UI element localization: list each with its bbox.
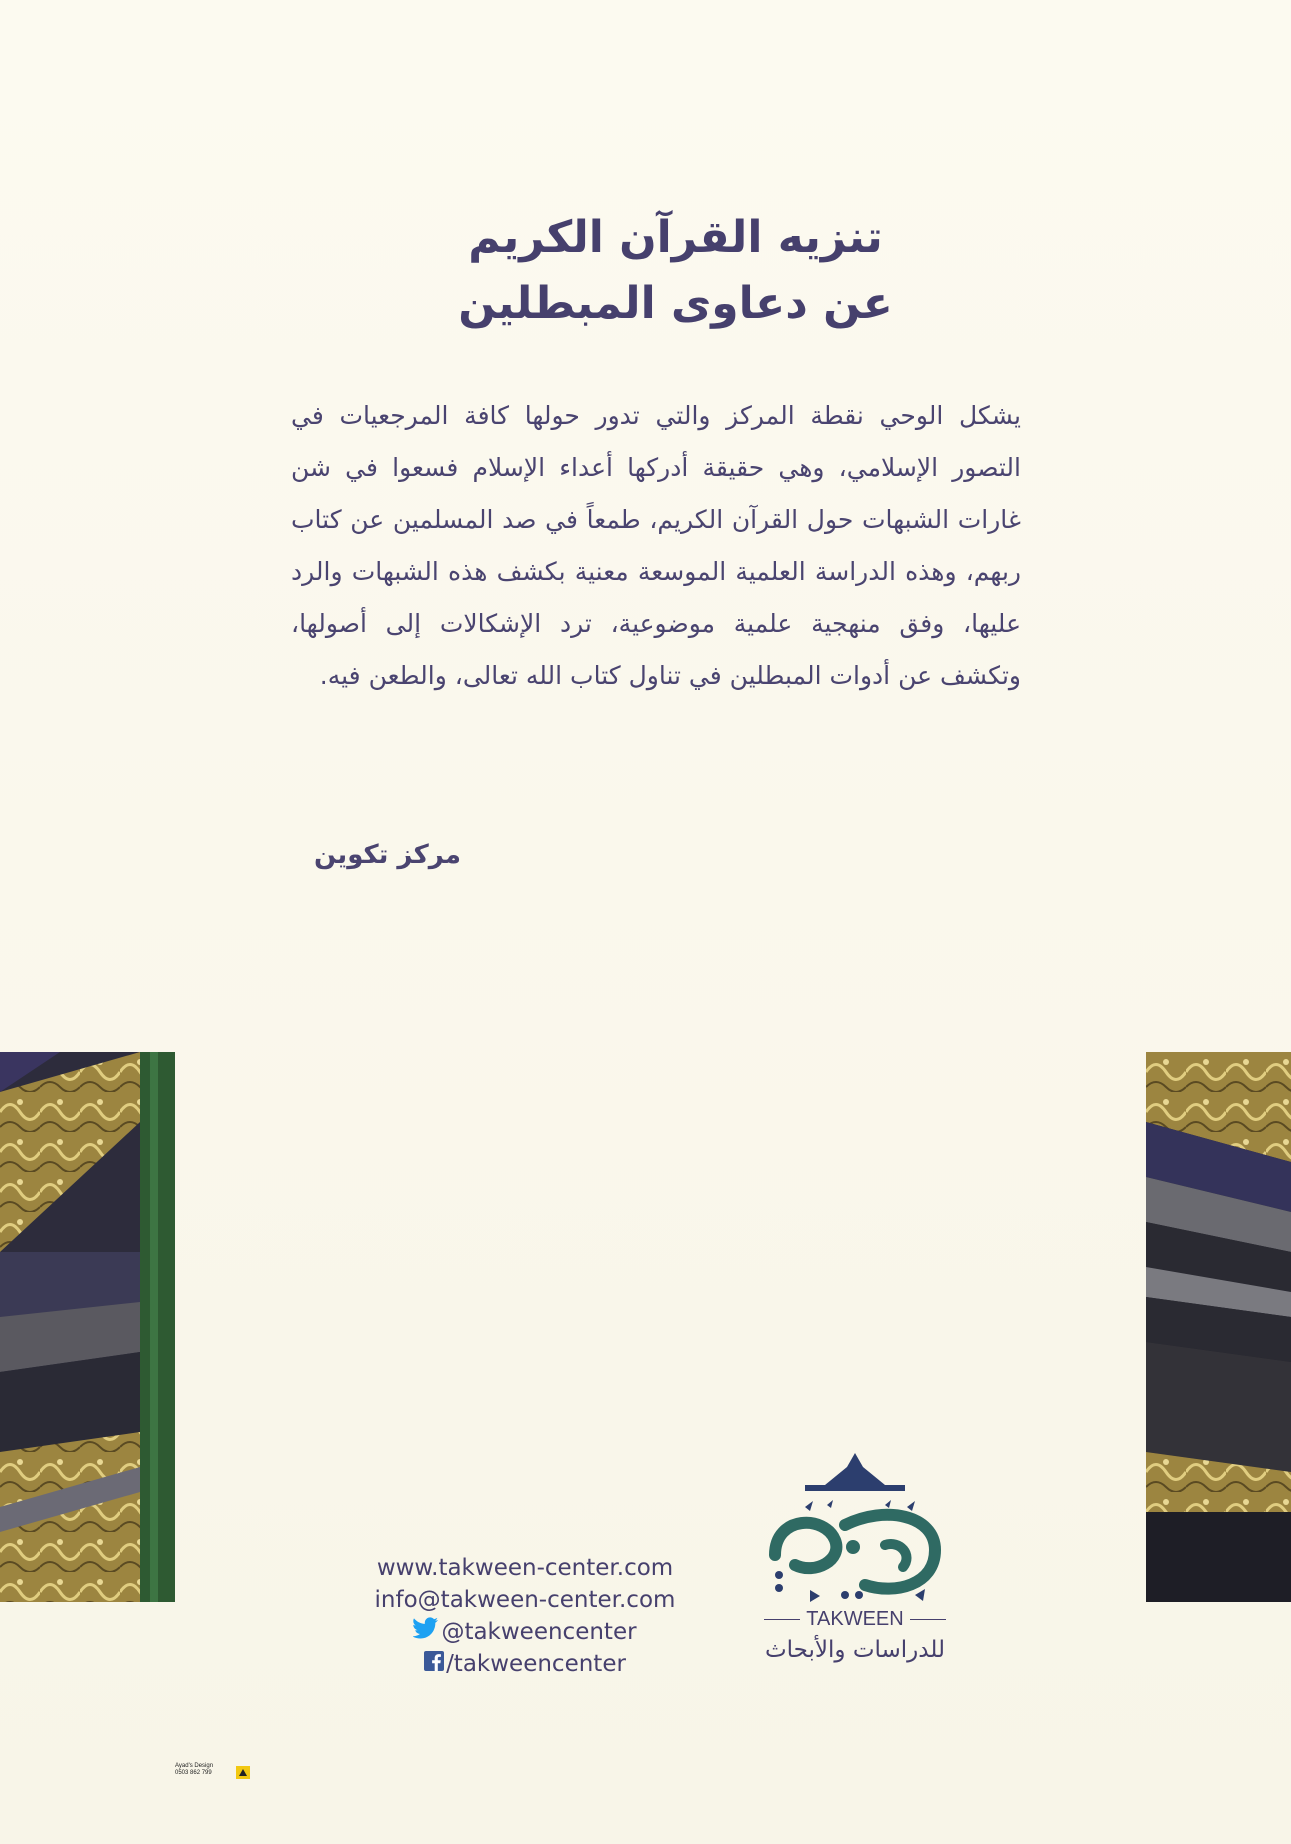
website-link[interactable]: www.takween-center.com bbox=[376, 1555, 674, 1581]
signature: مركز تكوين bbox=[314, 840, 461, 870]
title-line-1: تنزيه القرآن الكريم bbox=[468, 212, 883, 263]
designer-phone: 0503 862 799 bbox=[175, 1770, 212, 1776]
contact-info bbox=[345, 1552, 705, 1680]
title-line-2: عن دعاوى المبطلين bbox=[458, 278, 893, 329]
logo-name-text: TAKWEEN bbox=[806, 1608, 904, 1630]
facebook-handle: /takweencenter bbox=[446, 1651, 626, 1677]
designer-credit bbox=[175, 1763, 213, 1777]
logo-tagline: للدراسات والأبحاث bbox=[765, 1637, 945, 1663]
book-title bbox=[0, 205, 1291, 337]
twitter-icon bbox=[413, 1616, 439, 1648]
email-link[interactable]: info@takween-center.com bbox=[374, 1587, 676, 1613]
logo-name bbox=[735, 1608, 975, 1631]
cover-image-right bbox=[1146, 1052, 1291, 1602]
logo-rule-right bbox=[910, 1619, 946, 1620]
twitter-handle: @takweencenter bbox=[441, 1619, 637, 1645]
twitter-row[interactable] bbox=[345, 1616, 705, 1648]
designer-logo-icon bbox=[236, 1764, 250, 1777]
blurb-text: يشكل الوحي نقطة المركز والتي تدور حولها كافة المرجعيات في التصور الإسلامي، وهي حقيقة أدركها أعداء الإسلام فسعوا في شن غارات الشبهات حول القرآن الكريم، طمعاً في صد المسلمين عن كتاب ربهم، وهذه الدراسة العلمية الموسعة معنية بكشف هذه الشبهات والرد عليها، وفق منهجية علمية موضوعية، ترد الإشكالات إلى أصولها، وتكشف عن أدوات المبطلين في تناول كتاب الله تعالى، والطعن فيه. bbox=[291, 401, 1021, 690]
facebook-icon bbox=[424, 1648, 444, 1680]
facebook-row[interactable] bbox=[345, 1648, 705, 1680]
logo-rule-left bbox=[764, 1619, 800, 1620]
blurb bbox=[291, 390, 1021, 702]
cover-image-left bbox=[0, 1052, 175, 1602]
designer-name: Ayad's Design bbox=[175, 1763, 214, 1769]
